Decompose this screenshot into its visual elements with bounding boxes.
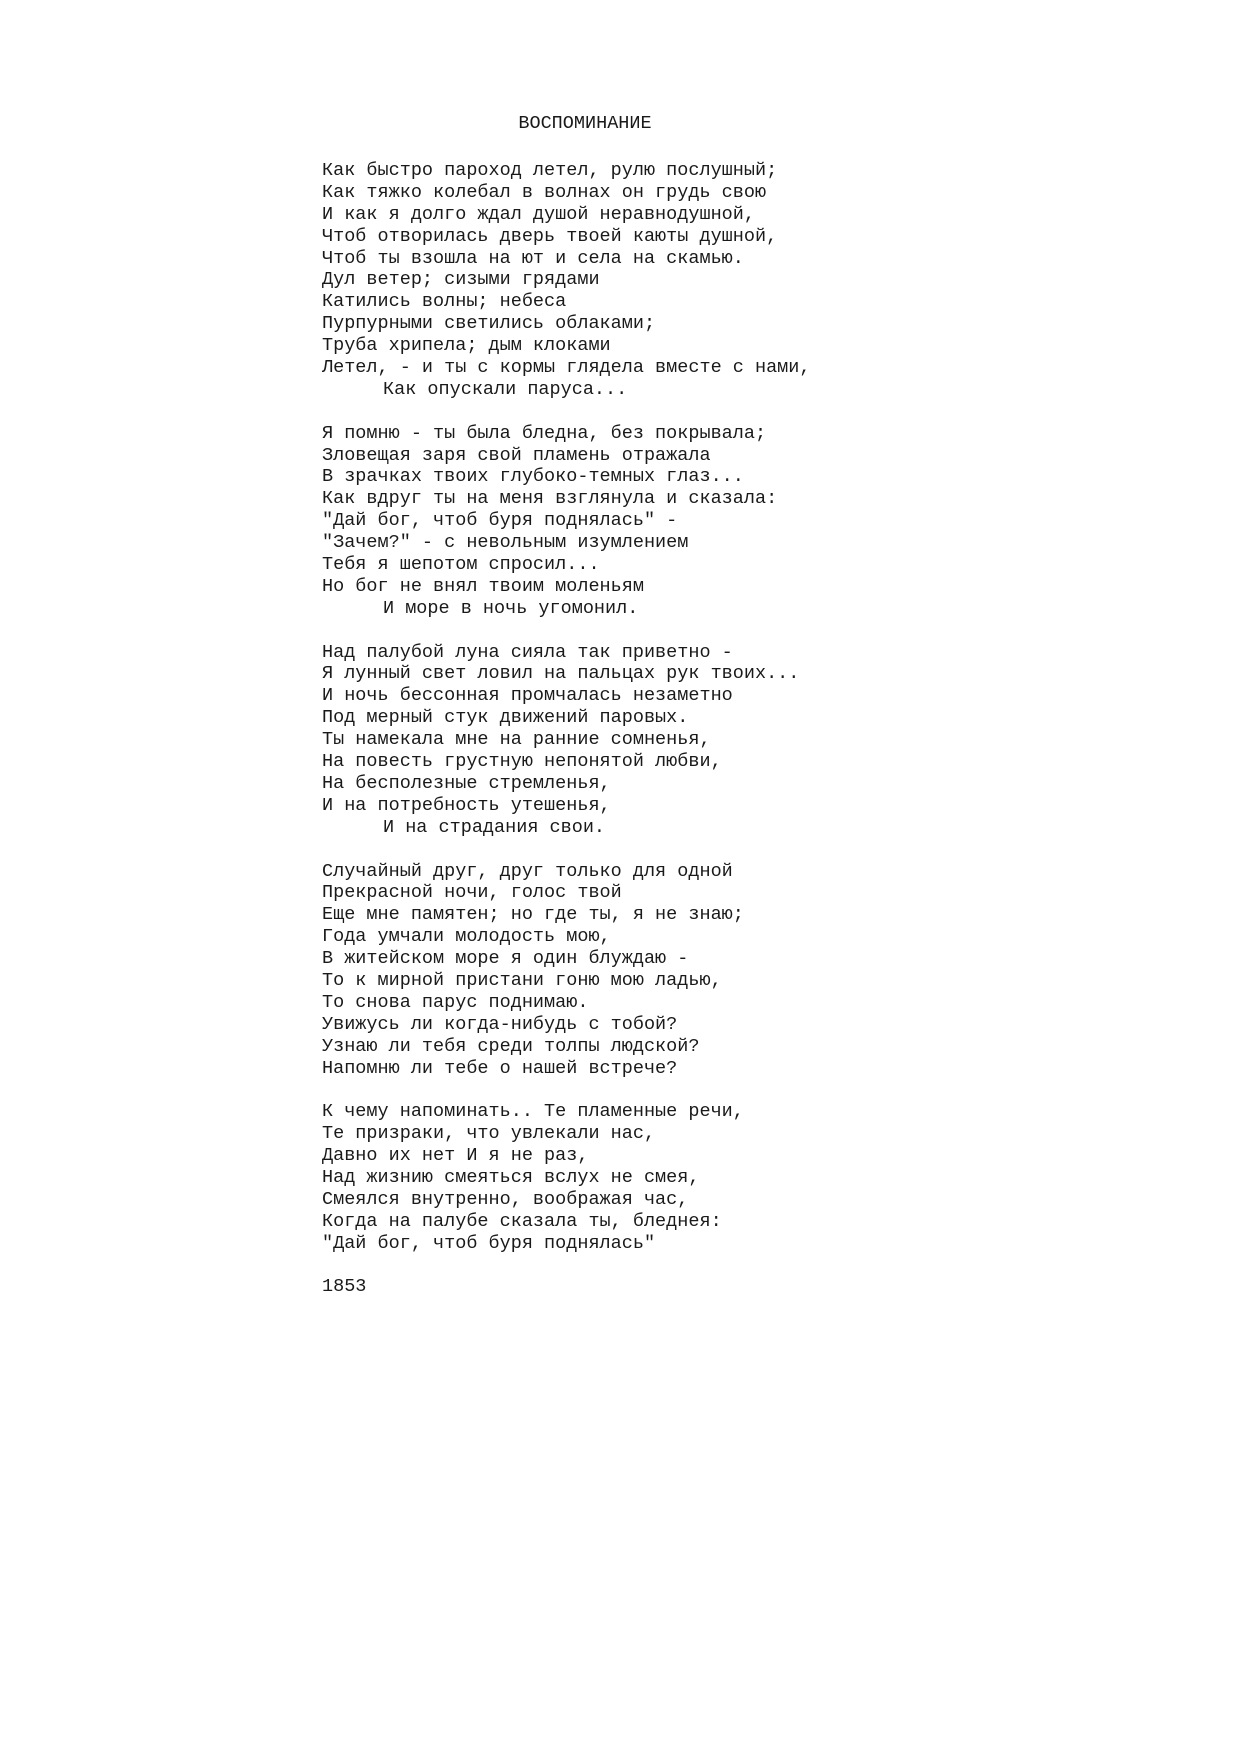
poem-line: На бесполезные стремленья, <box>322 772 611 794</box>
poem-line: Я помню - ты была бледна, без покрывала; <box>322 422 767 444</box>
poem-line: Увижусь ли когда-нибудь с тобой? <box>322 1013 678 1035</box>
poem-line: В житейском море я один блуждаю - <box>322 948 689 970</box>
poem-title: ВОСПОМИНАНИЕ <box>518 113 652 134</box>
poem-line: Давно их нет И я не раз, <box>322 1145 589 1167</box>
poem-line: К чему напоминать.. Те пламенные речи, <box>322 1101 744 1123</box>
poem-line: Но бог не внял твоим моленьям <box>322 575 644 597</box>
poem-line: Как быстро пароход летел, рулю послушный; <box>322 160 778 181</box>
poem-line-indented: Как опускали паруса... <box>383 378 628 400</box>
poem-line: "Дай бог, чтоб буря поднялась" - <box>322 510 678 532</box>
poem-line: Те призраки, что увлекали нас, <box>322 1123 656 1145</box>
poem-line: Труба хрипела; дым клоками <box>322 335 611 357</box>
poem-line: Еще мне памятен; но где ты, я не знаю; <box>322 904 744 926</box>
poem-line: Случайный друг, друг только для одной <box>322 860 733 882</box>
poem-line: Под мерный стук движений паровых. <box>322 707 689 729</box>
poem-line: Как вдруг ты на меня взглянула и сказала: <box>322 488 778 510</box>
poem-line: Чтоб ты взошла на ют и села на скамью. <box>322 247 744 269</box>
stanza-2 <box>322 423 1222 620</box>
poem-line: То к мирной пристани гоню мою ладью, <box>322 969 722 991</box>
poem-line: "Дай бог, чтоб буря поднялась" <box>322 1232 656 1254</box>
poem-line: Узнаю ли тебя среди толпы людской? <box>322 1035 700 1057</box>
stanza-4 <box>322 861 1222 1080</box>
poem-line: Катились волны; небеса <box>322 291 567 313</box>
poem-line: "Зачем?" - с невольным изумлением <box>322 532 689 554</box>
poem-line: И ночь бессонная промчалась незаметно <box>322 685 733 707</box>
poem-line-indented: И море в ночь угомонил. <box>383 597 639 619</box>
poem-line: Зловещая заря свой пламень отражала <box>322 444 711 466</box>
poem-line: Пурпурными светились облаками; <box>322 313 656 335</box>
poem-line: Напомню ли тебе о нашей встрече? <box>322 1057 678 1079</box>
poem-line: Над жизнию смеяться вслух не смея, <box>322 1166 700 1188</box>
poem-line: Чтоб отворилась дверь твоей каюты душной, <box>322 225 778 247</box>
poem-line: Смеялся внутренно, воображая час, <box>322 1188 689 1210</box>
poem-line: Летел, - и ты с кормы глядела вместе с нами, <box>322 357 811 379</box>
stanza-5 <box>322 1101 1222 1254</box>
poem-date: 1853 <box>322 1276 367 1298</box>
poem-line: Года умчали молодость мою, <box>322 926 611 948</box>
poem-line: В зрачках твоих глубоко-темных глаз... <box>322 466 744 488</box>
poem-line: Над палубой луна сияла так приветно - <box>322 641 733 663</box>
poem-line: То снова парус поднимаю. <box>322 991 589 1013</box>
poem-line: И на потребность утешенья, <box>322 794 611 816</box>
poem-line-indented: И на страдания свои. <box>383 816 606 838</box>
poem-line: Ты намекала мне на ранние сомненья, <box>322 729 711 751</box>
poem-line: Тебя я шепотом спросил... <box>322 554 600 576</box>
stanza-3 <box>322 642 1222 839</box>
poem-line: Когда на палубе сказала ты, бледнея: <box>322 1210 722 1232</box>
poem-line: И как я долго ждал душой неравнодушной, <box>322 203 755 225</box>
poem-body <box>322 160 1222 1298</box>
poem-line: На повесть грустную непонятой любви, <box>322 751 722 773</box>
poem-line: Дул ветер; сизыми грядами <box>322 269 600 291</box>
poem-line: Я лунный свет ловил на пальцах рук твоих... <box>322 663 800 685</box>
poem-line: Как тяжко колебал в волнах он грудь свою <box>322 181 767 203</box>
poem-line: Прекрасной ночи, голос твой <box>322 882 622 904</box>
stanza-1 <box>322 160 1222 401</box>
